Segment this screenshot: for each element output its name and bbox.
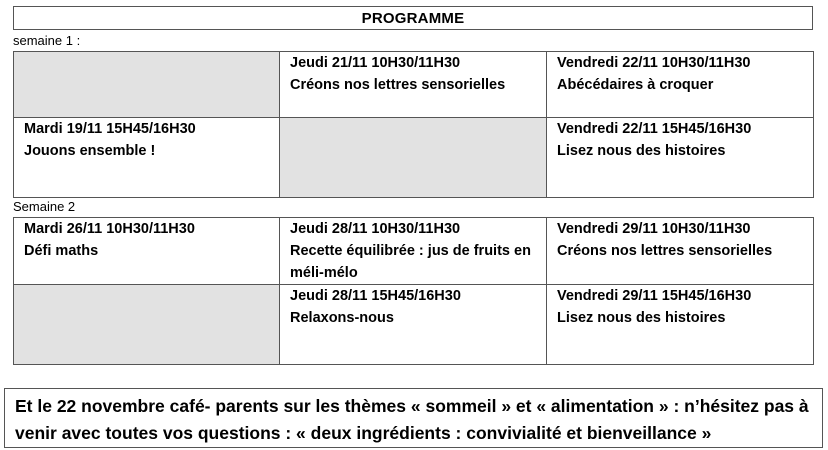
table-row [14,118,814,198]
schedule-cell [280,52,547,118]
slot-datetime: Jeudi 28/11 15H45/16H30 [290,288,461,304]
programme-title-text: PROGRAMME [361,9,465,27]
schedule-cell [547,218,814,285]
schedule-cell [547,118,814,198]
week-1-schedule [13,51,814,198]
schedule-cell [14,218,280,285]
empty-slot [280,118,547,198]
slot-activity: Abécédaires à croquer [557,77,714,93]
week-2-label: Semaine 2 [13,199,76,214]
slot-activity: Défi maths [24,243,99,259]
slot-datetime: Mardi 26/11 10H30/11H30 [24,221,195,237]
slot-activity: Relaxons-nous [290,310,394,326]
slot-activity: Jouons ensemble ! [24,143,156,159]
schedule-cell [14,118,280,198]
slot-datetime: Vendredi 22/11 10H30/11H30 [557,55,751,71]
schedule-cell [280,218,547,285]
empty-slot [14,285,280,365]
week-1-label: semaine 1 : [13,33,81,48]
table-row [14,52,814,118]
slot-activity: Lisez nous des histoires [557,310,726,326]
cafe-parents-announcement [4,388,823,448]
table-row [14,218,814,285]
empty-slot [14,52,280,118]
programme-title [13,6,813,30]
slot-datetime: Mardi 19/11 15H45/16H30 [24,121,196,137]
slot-datetime: Vendredi 29/11 15H45/16H30 [557,288,752,304]
slot-activity: Recette équilibrée : jus de fruits en méli-mélo [290,243,531,281]
schedule-cell [547,52,814,118]
schedule-cell [280,285,547,365]
slot-activity: Créons nos lettres sensorielles [290,77,506,93]
slot-datetime: Vendredi 22/11 15H45/16H30 [557,121,752,137]
slot-activity: Lisez nous des histoires [557,143,726,159]
week-2-schedule [13,217,814,365]
slot-activity: Créons nos lettres sensorielles [557,243,773,259]
announcement-text: Et le 22 novembre café- parents sur les thèmes « sommeil » et « alimentation » : n’hésitez pas à venir avec toutes vos questions : « deux ingrédients : convivialité et bienveillance » [15,396,809,443]
slot-datetime: Vendredi 29/11 10H30/11H30 [557,221,751,237]
table-row [14,285,814,365]
slot-datetime: Jeudi 28/11 10H30/11H30 [290,221,461,237]
schedule-cell [547,285,814,365]
slot-datetime: Jeudi 21/11 10H30/11H30 [290,55,461,71]
